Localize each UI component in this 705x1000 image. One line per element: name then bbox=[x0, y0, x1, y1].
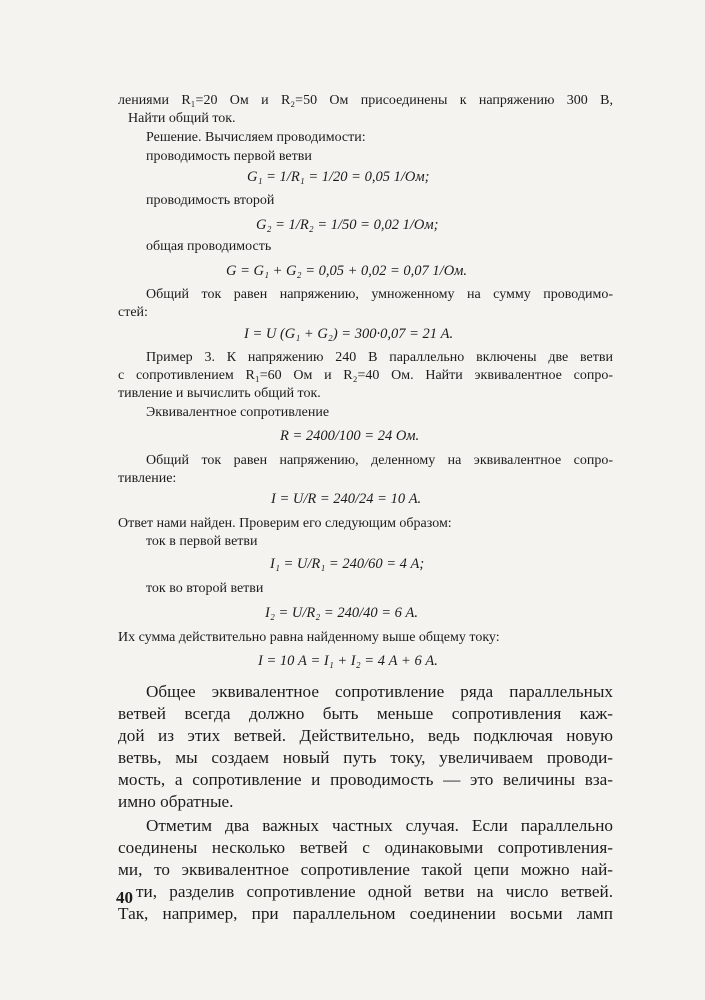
text-line: стей: bbox=[118, 305, 148, 320]
text-line: ветвей всегда должно быть меньше сопротивления каж- bbox=[118, 704, 613, 723]
text-line: соединены несколько ветвей с одинаковыми сопротивления- bbox=[118, 838, 613, 857]
formula: I = 10 А = I₁ + I₂ = 4 А + 6 А. bbox=[258, 653, 438, 669]
formula: G₂ = 1/R₂ = 1/50 = 0,02 1/Ом; bbox=[256, 217, 439, 233]
text-line: проводимость второй bbox=[146, 193, 275, 208]
text-line: мость, а сопротивление и проводимость — это величины вза- bbox=[118, 770, 613, 789]
text-line: Общий ток равен напряжению, умноженному на сумму проводимо- bbox=[146, 287, 613, 302]
text-line: Общий ток равен напряжению, деленному на эквивалентное сопро- bbox=[146, 453, 613, 468]
page-number: 40 bbox=[116, 888, 133, 907]
text-line: Эквивалентное сопротивление bbox=[146, 405, 330, 420]
text-line: тивление: bbox=[118, 471, 177, 486]
text-line: Так, например, при параллельном соединении восьми ламп bbox=[118, 904, 613, 923]
text-line: ток в первой ветви bbox=[146, 534, 258, 549]
text-line: Общее эквивалентное сопротивление ряда параллельных bbox=[146, 682, 613, 701]
formula: R = 2400/100 = 24 Ом. bbox=[280, 428, 420, 444]
text-line: Их сумма действительно равна найденному выше общему току: bbox=[118, 630, 500, 645]
formula: I = U/R = 240/24 = 10 А. bbox=[271, 491, 422, 507]
text-line: ветвь, мы создаем новый путь току, увеличиваем проводи- bbox=[118, 748, 613, 767]
formula: I₂ = U/R₂ = 240/40 = 6 А. bbox=[265, 605, 419, 621]
text-line: Отметим два важных частных случая. Если параллельно bbox=[146, 816, 613, 835]
text-line: Решение. Вычисляем проводимости: bbox=[146, 130, 366, 145]
text-line: лениями R₁=20 Ом и R₂=50 Ом присоединены к напряжению 300 В, bbox=[118, 93, 613, 108]
example-heading-line: Пример 3. К напряжению 240 В параллельно включены две ветви bbox=[146, 350, 613, 365]
formula: G₁ = 1/R₁ = 1/20 = 0,05 1/Ом; bbox=[247, 169, 430, 185]
text-line: тивление и вычислить общий ток. bbox=[118, 386, 321, 401]
text-line: общая проводимость bbox=[146, 239, 272, 254]
text-line: с сопротивлением R₁=60 Ом и R₂=40 Ом. Найти эквивалентное сопро- bbox=[118, 368, 613, 383]
text-line: ми, то эквивалентное сопротивление такой цепи можно най- bbox=[118, 860, 613, 879]
text-line: Найти общий ток. bbox=[128, 111, 236, 126]
formula: I = U (G₁ + G₂) = 300·0,07 = 21 А. bbox=[244, 326, 454, 342]
text-line: Ответ нами найден. Проверим его следующим образом: bbox=[118, 516, 452, 531]
text-line: дой из этих ветвей. Действительно, ведь подключая новую bbox=[118, 726, 613, 745]
formula: I₁ = U/R₁ = 240/60 = 4 А; bbox=[270, 556, 425, 572]
text-line: ти, разделив сопротивление одной ветви на число ветвей. bbox=[136, 882, 613, 901]
text-line: ток во второй ветви bbox=[146, 581, 264, 596]
text-line: проводимость первой ветви bbox=[146, 149, 312, 164]
text-line: имно обратные. bbox=[118, 792, 234, 811]
formula: G = G₁ + G₂ = 0,05 + 0,02 = 0,07 1/Ом. bbox=[226, 263, 468, 279]
